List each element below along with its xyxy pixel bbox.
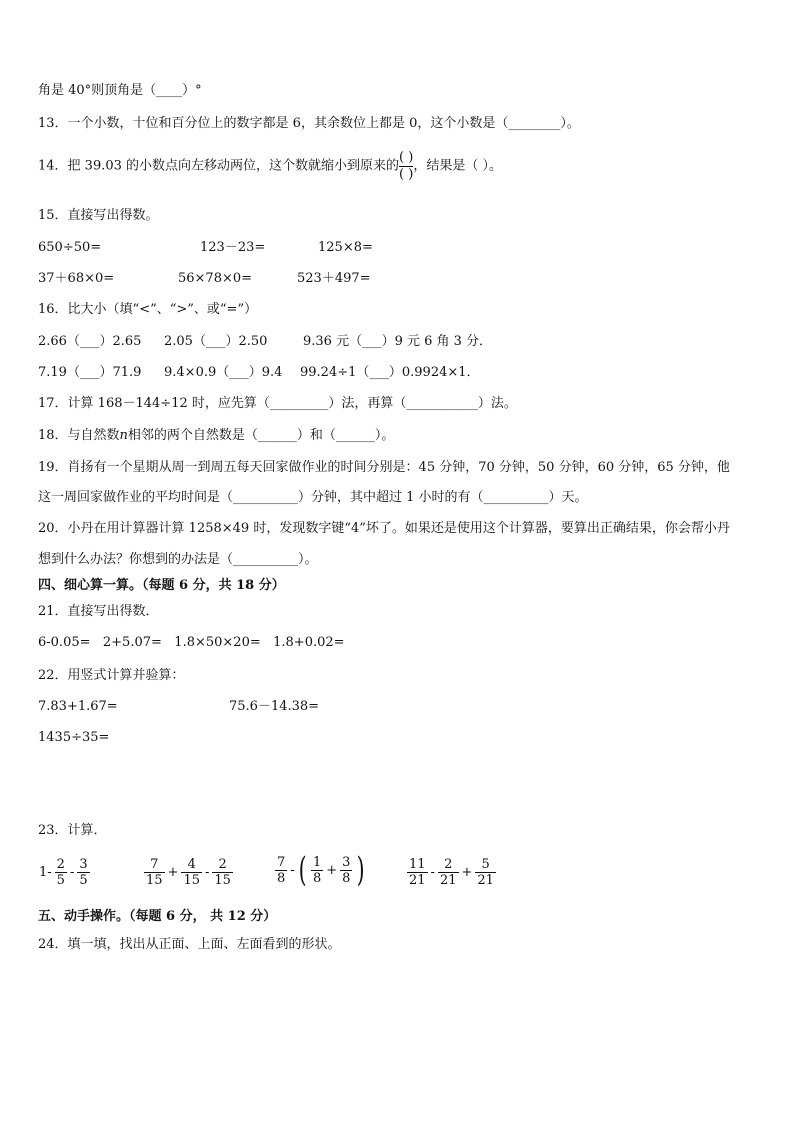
fraction xyxy=(55,857,67,888)
denominator: 21 xyxy=(409,873,426,888)
question-18-text: 18．与自然数 xyxy=(38,428,120,443)
compare-item: 2.66（___）2.65 xyxy=(38,334,142,349)
section-4-heading: 四、细心算一算。（每题 6 分，共 18 分） xyxy=(38,578,285,593)
denominator: 8 xyxy=(312,870,322,886)
operator: - xyxy=(430,865,435,880)
denominator: 8 xyxy=(342,870,351,886)
question-21-calcs: 6-0.05= 2+5.07= 1.8×50×20= 1.8+0.02= xyxy=(38,635,345,650)
fraction xyxy=(181,857,202,888)
denominator: 15 xyxy=(183,873,200,888)
compare-item: 9.36 元（___）9 元 6 角 3 分． xyxy=(303,334,493,349)
numerator: 11 xyxy=(409,857,426,872)
question-20-line-1: 20．小丹在用计算器计算 1258×49 时，发现数字键“4”坏了。如果还是使用这个计算器，要算出正确结果，你会帮小丹 xyxy=(38,521,730,536)
calc-item: 56×78×0= xyxy=(178,271,253,286)
operator: + xyxy=(167,865,179,880)
fraction xyxy=(438,857,459,888)
calc-item: 650÷50= xyxy=(38,240,102,255)
question-20-line-2: 想到什么办法？你想到的办法是（__________）。 xyxy=(38,552,318,567)
numerator: 3 xyxy=(342,854,351,870)
numerator: 2 xyxy=(438,857,459,873)
question-14 xyxy=(38,150,502,183)
calc-item: 523＋497= xyxy=(297,271,371,286)
numerator: 5 xyxy=(475,857,496,873)
denominator: 8 xyxy=(277,870,286,886)
fraction xyxy=(144,857,165,888)
fraction xyxy=(475,857,496,888)
operator: + xyxy=(461,865,473,880)
fraction xyxy=(311,855,323,886)
left-paren: ( xyxy=(298,850,307,890)
fraction-expression-4 xyxy=(405,857,498,888)
right-paren: ) xyxy=(357,850,366,890)
fraction xyxy=(407,857,428,888)
compare-item: 2.05（___）2.50 xyxy=(164,334,268,349)
numerator: 4 xyxy=(181,857,202,873)
operator: - xyxy=(290,862,295,878)
numerator: 7 xyxy=(277,854,286,870)
calc-item: 125×8= xyxy=(318,240,373,255)
question-23: 23．计算． xyxy=(38,823,107,838)
fraction-denominator: ( ) xyxy=(399,167,414,182)
fraction xyxy=(275,855,287,886)
calc-item: 123－23= xyxy=(200,240,266,255)
calc-item: 7.83+1.67= xyxy=(38,699,118,714)
numerator: 2 xyxy=(212,857,233,873)
calc-item: 75.6－14.38= xyxy=(229,699,320,714)
numerator: 2 xyxy=(56,857,65,872)
section-5-heading: 五、动手操作。（每题 6 分， 共 12 分） xyxy=(38,909,277,924)
question-15: 15．直接写出得数。 xyxy=(38,208,159,223)
numerator: 3 xyxy=(79,857,88,872)
line-angle: 角是 40°则顶角是（____）° xyxy=(38,83,202,98)
compare-item: 99.24÷1（___）0.9924×1． xyxy=(300,365,480,380)
question-17: 17．计算 168－144÷12 时，应先算（_________）法，再算（___________）法。 xyxy=(38,396,517,411)
denominator: 15 xyxy=(214,873,231,888)
question-19-line-1: 19．肖扬有一个星期从周一到周五每天回家做作业的时间分别是：45 分钟，70 分钟，50 分钟，60 分钟，65 分钟，他 xyxy=(38,460,730,475)
fraction xyxy=(212,857,233,888)
question-21: 21．直接写出得数． xyxy=(38,604,159,619)
operator: + xyxy=(326,862,338,878)
denominator: 5 xyxy=(56,873,65,888)
variable-n: n xyxy=(119,428,128,443)
question-14-fraction xyxy=(399,150,413,183)
question-18-rest: 相邻的两个自然数是（______）和（______）。 xyxy=(127,428,395,443)
denominator: 15 xyxy=(146,873,163,888)
calc-item: 37＋68×0= xyxy=(38,271,115,286)
operator: - xyxy=(205,865,210,880)
question-13: 13．一个小数，十位和百分位上的数字都是 6，其余数位上都是 0，这个小数是（________）。 xyxy=(38,116,580,131)
denominator: 21 xyxy=(477,873,494,888)
calc-item: 1435÷35= xyxy=(38,730,110,745)
question-14-text: 14．把 39.03 的小数点向左移动两位，这个数就缩小到原来的 xyxy=(38,158,400,174)
fraction xyxy=(340,855,352,886)
question-14-result: ，结果是（ ）。 xyxy=(413,158,502,174)
question-24: 24．填一填，找出从正面、上面、左面看到的形状。 xyxy=(38,937,341,952)
numerator: 7 xyxy=(144,857,165,873)
numerator: 1 xyxy=(312,854,322,870)
fraction-expression-2 xyxy=(142,857,235,888)
denominator: 5 xyxy=(79,873,88,888)
fraction-numerator: ( ) xyxy=(399,150,414,165)
denominator: 21 xyxy=(439,873,457,888)
fraction-expression-1 xyxy=(38,857,92,888)
compare-item: 7.19（___）71.9 xyxy=(38,365,142,380)
question-16: 16．比大小（填“<”、“>”、或“=”） xyxy=(38,302,258,317)
question-18 xyxy=(38,427,394,445)
leading-term: 1- xyxy=(39,865,52,880)
compare-item: 9.4×0.9（___）9.4 xyxy=(164,365,283,380)
question-22: 22．用竖式计算并验算： xyxy=(38,668,185,683)
question-19-line-2: 这一周回家做作业的平均时间是（__________）分钟，其中超过 1 小时的有（__________）天。 xyxy=(38,490,588,505)
operator: - xyxy=(69,865,75,880)
fraction xyxy=(77,857,89,888)
fraction-expression-3 xyxy=(273,850,368,890)
